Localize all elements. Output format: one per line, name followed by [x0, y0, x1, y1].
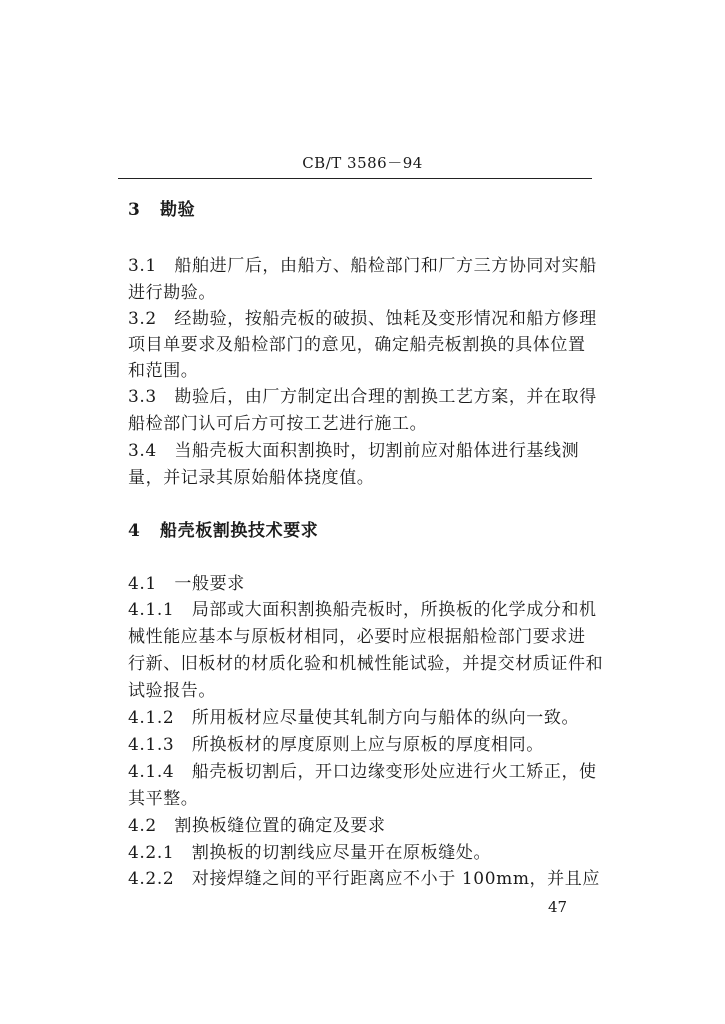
text-line: 械性能应基本与原板材相同，必要时应根据船检部门要求进	[128, 627, 586, 647]
text-line: 和范围。	[128, 361, 199, 381]
text-line: 4.2.1 割换板的切割线应尽量开在原板缝处。	[128, 843, 492, 863]
text-line: 4.1.3 所换板材的厚度原则上应与原板的厚度相同。	[128, 735, 544, 755]
text-line: 试验报告。	[128, 681, 216, 701]
text-line: 项目单要求及船检部门的意见，确定船壳板割换的具体位置	[128, 335, 586, 355]
text-line: 4.1.4 船壳板切割后，开口边缘变形处应进行火工矫正，使	[128, 762, 597, 782]
text-line: 4.2.2 对接焊缝之间的平行距离应不小于 100mm，并且应	[128, 869, 600, 889]
text-line: 船检部门认可后方可按工艺进行施工。	[128, 414, 428, 434]
standard-code-header: CB/T 3586－94	[302, 154, 423, 172]
section-4-number: 4	[128, 521, 141, 541]
header-rule	[118, 178, 592, 179]
text-line: 3.2 经勘验，按船壳板的破损、蚀耗及变形情况和船方修理	[128, 309, 597, 329]
text-line: 3.1 船舶进厂后，由船方、船检部门和厂方三方协同对实船	[128, 256, 597, 276]
text-line: 3.4 当船壳板大面积割换时，切割前应对船体进行基线测	[128, 441, 580, 461]
text-line: 行新、旧板材的材质化验和机械性能试验，并提交材质证件和	[128, 654, 604, 674]
text-line: 其平整。	[128, 789, 199, 809]
section-4-heading	[128, 521, 592, 541]
section-4-title: 船壳板割换技术要求	[160, 521, 319, 541]
text-line: 3.3 勘验后，由厂方制定出合理的割换工艺方案，并在取得	[128, 387, 597, 407]
section-3-number: 3	[128, 200, 141, 220]
text-line: 进行勘验。	[128, 283, 216, 303]
text-line: 4.1.2 所用板材应尽量使其轧制方向与船体的纵向一致。	[128, 708, 580, 728]
page-number: 47	[548, 898, 568, 916]
subsection-heading: 4.2 割换板缝位置的确定及要求	[128, 816, 386, 836]
subsection-heading: 4.1 一般要求	[128, 574, 245, 594]
section-3-title: 勘验	[160, 200, 196, 220]
text-line: 4.1.1 局部或大面积割换船壳板时，所换板的化学成分和机	[128, 600, 597, 620]
text-line: 量，并记录其原始船体挠度值。	[128, 468, 375, 488]
section-3-heading	[128, 200, 592, 220]
